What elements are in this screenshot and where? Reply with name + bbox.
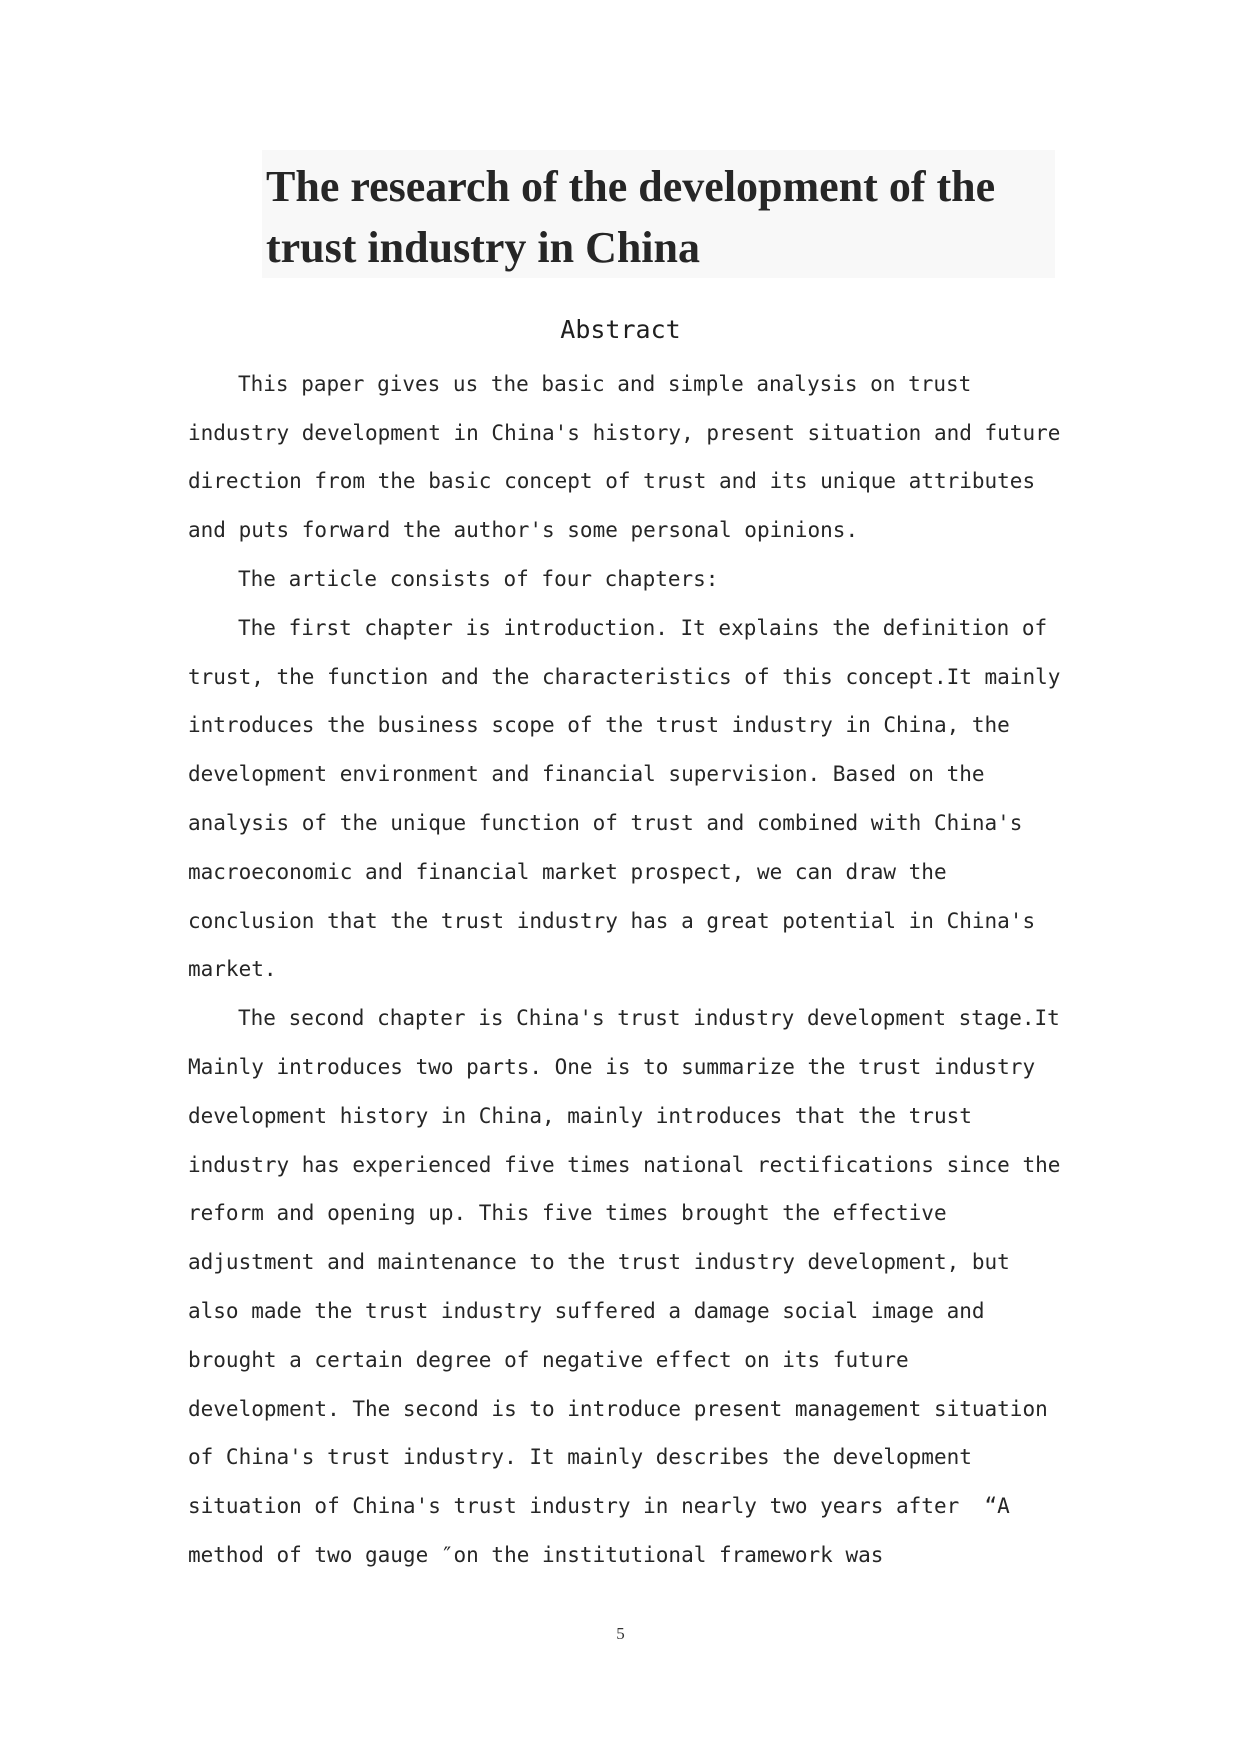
body-line: macroeconomic and financial market prospect, we can draw the bbox=[188, 860, 947, 884]
body-line: industry development in China's history, present situation and future bbox=[188, 421, 1061, 445]
body-line: The first chapter is introduction. It explains the definition of bbox=[238, 616, 1048, 640]
body-line: reform and opening up. This five times brought the effective bbox=[188, 1201, 947, 1225]
body-line: analysis of the unique function of trust and combined with China's bbox=[188, 811, 1023, 835]
body-line: introduces the business scope of the trust industry in China, the bbox=[188, 713, 1010, 737]
body-line: development history in China, mainly introduces that the trust bbox=[188, 1104, 972, 1128]
body-line: development. The second is to introduce present management situation bbox=[188, 1397, 1048, 1421]
body-line: Mainly introduces two parts. One is to summarize the trust industry bbox=[188, 1055, 1036, 1079]
body-line: of China's trust industry. It mainly describes the development bbox=[188, 1445, 972, 1469]
body-line: and puts forward the author's some personal opinions. bbox=[188, 518, 859, 542]
body-line: industry has experienced five times national rectifications since the bbox=[188, 1153, 1061, 1177]
body-line: market. bbox=[188, 957, 277, 981]
body-line: situation of China's trust industry in nearly two years after “A bbox=[188, 1494, 1010, 1518]
abstract-heading: Abstract bbox=[560, 315, 681, 344]
body-line: development environment and financial supervision. Based on the bbox=[188, 762, 985, 786]
body-line: direction from the basic concept of trust and its unique attributes bbox=[188, 469, 1036, 493]
body-line: also made the trust industry suffered a damage social image and bbox=[188, 1299, 985, 1323]
body-line: The article consists of four chapters: bbox=[238, 567, 719, 591]
page-number: 5 bbox=[616, 1624, 625, 1643]
body-line: conclusion that the trust industry has a great potential in China's bbox=[188, 909, 1036, 933]
body-line: method of two gauge ″on the institutional framework was bbox=[188, 1543, 884, 1567]
document-title-line-1: The research of the development of the bbox=[266, 162, 996, 211]
body-line: trust, the function and the characteristics of this concept.It mainly bbox=[188, 665, 1061, 689]
body-line: brought a certain degree of negative effect on its future bbox=[188, 1348, 909, 1372]
body-line: adjustment and maintenance to the trust industry development, but bbox=[188, 1250, 1010, 1274]
body-line: The second chapter is China's trust industry development stage.It bbox=[238, 1006, 1060, 1030]
body-line: This paper gives us the basic and simple analysis on trust bbox=[238, 372, 972, 396]
document-title-line-2: trust industry in China bbox=[266, 223, 701, 272]
